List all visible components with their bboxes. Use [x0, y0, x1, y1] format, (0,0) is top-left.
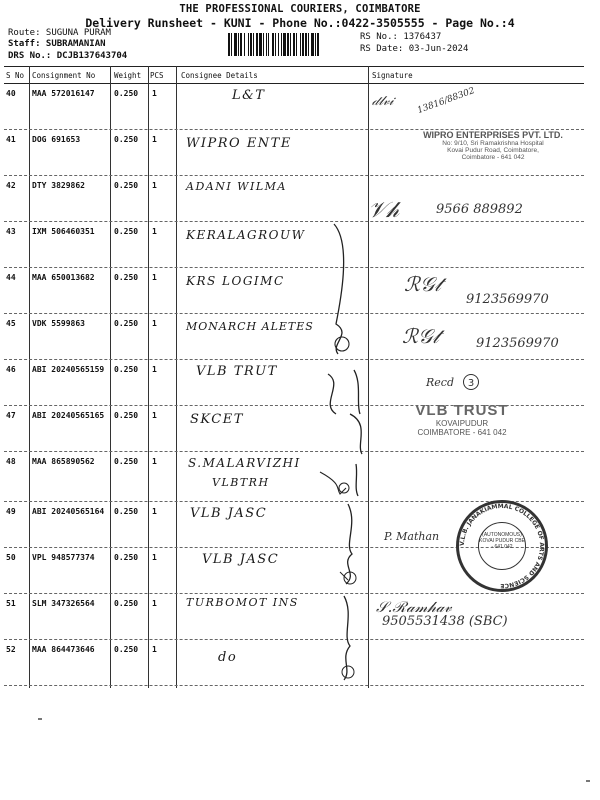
row-consignment-no: MAA 864473646 — [32, 645, 95, 654]
barcode-bar — [238, 33, 239, 56]
signature-scribble: ℛ𝒢𝓉 — [402, 324, 439, 348]
row-divider — [4, 685, 584, 686]
row-consignee-handwritten: KRS LOGIMC — [186, 274, 285, 288]
row-consignment-no: MAA 572016147 — [32, 89, 95, 98]
stamp-line: Coimbatore - 641 042 — [461, 154, 525, 161]
row-pcs: 1 — [152, 507, 157, 516]
row-weight: 0.250 — [114, 553, 139, 562]
row-consignment-no: ABI 20240565164 — [32, 507, 105, 516]
row-consignee-handwritten: TURBOMOT INS — [186, 596, 299, 609]
signature-scribble: 𝒹𝓁𝓋𝒾 — [372, 94, 394, 109]
route-label: Route: SUGUNA PURAM — [8, 28, 111, 38]
column-header-consignee: Consignee Details — [181, 71, 258, 80]
row-weight: 0.250 — [114, 227, 139, 236]
stamp-line: No: 9/10, Sri Ramakrishna Hospital — [442, 140, 544, 147]
barcode-bar — [278, 33, 279, 56]
barcode-bar — [228, 33, 230, 56]
barcode-bar — [231, 33, 232, 56]
row-pcs: 1 — [152, 411, 157, 420]
row-weight: 0.250 — [114, 645, 139, 654]
circled-3-mark — [462, 373, 480, 391]
barcode-bar — [272, 33, 274, 56]
scan-mark — [38, 718, 42, 720]
row-weight: 0.250 — [114, 457, 139, 466]
staff-label: Staff: SUBRAMANIAN — [8, 39, 106, 49]
barcode-bar — [259, 33, 262, 56]
signature-phone: 9123569970 — [466, 292, 549, 307]
barcode-bar — [266, 33, 267, 56]
barcode-bar — [253, 33, 254, 56]
vlb-trust-stamp — [396, 402, 528, 437]
row-sno: 41 — [6, 135, 16, 144]
row-pcs: 1 — [152, 181, 157, 190]
barcode-bar — [256, 33, 258, 56]
stamp-line: WIPRO ENTERPRISES PVT. LTD. — [423, 130, 563, 140]
stamp-line: KOVAIPUDUR — [435, 419, 489, 428]
barcode-bar — [308, 33, 309, 56]
row-consignment-no: MAA 650013682 — [32, 273, 95, 282]
barcode-bar — [248, 33, 249, 56]
rs-number: RS No.: 1376437 — [360, 32, 442, 42]
wipro-stamp — [404, 130, 582, 161]
row-consignee-handwritten: WIPRO ENTE — [186, 136, 292, 151]
stamp-line: COIMBATORE - 641 042 — [417, 428, 507, 437]
row-consignee-handwritten: MONARCH ALETES — [186, 320, 314, 333]
row-consignee-handwritten: VLB TRUT — [196, 364, 278, 379]
row-consignee-handwritten: SKCET — [190, 412, 244, 427]
barcode — [228, 33, 354, 56]
barcode-bar — [287, 33, 289, 56]
scan-mark — [586, 780, 590, 782]
row-pcs: 1 — [152, 457, 157, 466]
barcode-bar — [234, 33, 237, 56]
row-pcs: 1 — [152, 227, 157, 236]
row-consignment-no: VDK 5599863 — [32, 319, 85, 328]
svg-text:3: 3 — [467, 378, 475, 389]
table-header-top-rule — [4, 66, 584, 67]
rs-date: RS Date: 03-Jun-2024 — [360, 44, 469, 54]
row-consignee-handwritten: S.MALARVIZHI — [188, 456, 301, 470]
barcode-bar — [311, 33, 314, 56]
barcode-bar — [293, 33, 295, 56]
barcode-bar — [290, 33, 291, 56]
row-consignee-handwritten-line2: VLBTRH — [212, 476, 270, 489]
row-consignment-no: IXM 506460351 — [32, 227, 95, 236]
barcode-bar — [250, 33, 252, 56]
barcode-bar — [281, 33, 282, 56]
drs-number: DRS No.: DCJB137643704 — [8, 51, 128, 61]
row-sno: 40 — [6, 89, 16, 98]
svg-text:V.L.B. JANAKIAMMAL COLLEGE OF: V.L.B. JANAKIAMMAL COLLEGE OF ARTS AND SCIENCE — [458, 502, 546, 590]
row-pcs: 1 — [152, 599, 157, 608]
barcode-bar — [296, 33, 297, 56]
column-header-consignment: Consignment No — [32, 71, 96, 80]
row-pcs: 1 — [152, 89, 157, 98]
barcode-bar — [305, 33, 307, 56]
row-weight: 0.250 — [114, 135, 139, 144]
column-header-weight: Weight — [114, 71, 142, 80]
barcode-bar — [240, 33, 242, 56]
barcode-bar — [300, 33, 301, 56]
row-consignment-no: ABI 20240565159 — [32, 365, 105, 374]
barcode-bar — [268, 33, 269, 56]
stamp-line: Kovai Pudur Road, Coimbatore, — [447, 147, 539, 154]
row-consignment-no: VPL 948577374 — [32, 553, 95, 562]
signature-scribble: ℛ𝒢𝓉 — [404, 272, 441, 296]
row-weight: 0.250 — [114, 319, 139, 328]
row-pcs: 1 — [152, 273, 157, 282]
seal-inner-text: (AUTONOMOUS) KOVAI PUDUR CBE - 641 042 — [479, 532, 525, 550]
signature-phone: 9123569970 — [476, 336, 559, 351]
row-consignee-handwritten: ADANI WILMA — [186, 180, 287, 193]
column-header-sno: S No — [6, 71, 25, 80]
row-consignment-no: DTY 3829862 — [32, 181, 85, 190]
row-weight: 0.250 — [114, 507, 139, 516]
row-pcs: 1 — [152, 553, 157, 562]
column-header-signature: Signature — [372, 71, 413, 80]
row-weight: 0.250 — [114, 365, 139, 374]
row-sno: 43 — [6, 227, 16, 236]
row-sno: 42 — [6, 181, 16, 190]
signature-name: P. Mathan — [384, 530, 440, 543]
row-pcs: 1 — [152, 365, 157, 374]
signature-scribble: 𝒱𝒽 — [368, 198, 399, 223]
signature-phone: 9505531438 (SBC) — [382, 614, 508, 629]
row-pcs: 1 — [152, 319, 157, 328]
row-consignee-handwritten: KERALAGROUW — [186, 228, 306, 242]
barcode-bar — [275, 33, 276, 56]
barcode-bar — [315, 33, 316, 56]
row-consignee-handwritten: VLB JASC — [202, 552, 280, 567]
row-pcs: 1 — [152, 645, 157, 654]
column-header-pcs: PCS — [150, 71, 164, 80]
barcode-bar — [317, 33, 319, 56]
row-weight: 0.250 — [114, 89, 139, 98]
row-consignee-handwritten: L&T — [232, 88, 266, 103]
row-consignee-handwritten: VLB JASC — [190, 506, 268, 521]
row-sno: 50 — [6, 553, 16, 562]
row-sno: 49 — [6, 507, 16, 516]
signature-number: 13816/88302 — [416, 85, 477, 117]
signature-scribble: 𝒮.ℛ𝒶𝓂𝒽𝒶𝓋 — [376, 598, 452, 616]
barcode-bar — [283, 33, 286, 56]
row-sno: 47 — [6, 411, 16, 420]
stamp-line: VLB TRUST — [415, 402, 509, 419]
row-sno: 51 — [6, 599, 16, 608]
barcode-bar — [244, 33, 245, 56]
row-sno: 48 — [6, 457, 16, 466]
barcode-bar — [302, 33, 304, 56]
runsheet-subtitle: Delivery Runsheet - KUNI - Phone No.:0422-3505555 - Page No.:4 — [85, 16, 515, 30]
row-sno: 52 — [6, 645, 16, 654]
row-consignment-no: MAA 865890562 — [32, 457, 95, 466]
barcode-bar — [263, 33, 264, 56]
row-consignment-no: SLM 347326564 — [32, 599, 95, 608]
row-pcs: 1 — [152, 135, 157, 144]
row-sno: 46 — [6, 365, 16, 374]
row-weight: 0.250 — [114, 411, 139, 420]
signature-recd: Recd — [426, 376, 454, 389]
row-sno: 45 — [6, 319, 16, 328]
company-title: THE PROFESSIONAL COURIERS, COIMBATORE — [179, 3, 421, 15]
row-weight: 0.250 — [114, 181, 139, 190]
row-consignment-no: DOG 691653 — [32, 135, 81, 144]
row-weight: 0.250 — [114, 599, 139, 608]
row-consignee-handwritten: do — [218, 650, 238, 665]
row-consignment-no: ABI 20240565165 — [32, 411, 105, 420]
signature-phone: 9566 889892 — [436, 202, 523, 217]
row-sno: 44 — [6, 273, 16, 282]
row-weight: 0.250 — [114, 273, 139, 282]
